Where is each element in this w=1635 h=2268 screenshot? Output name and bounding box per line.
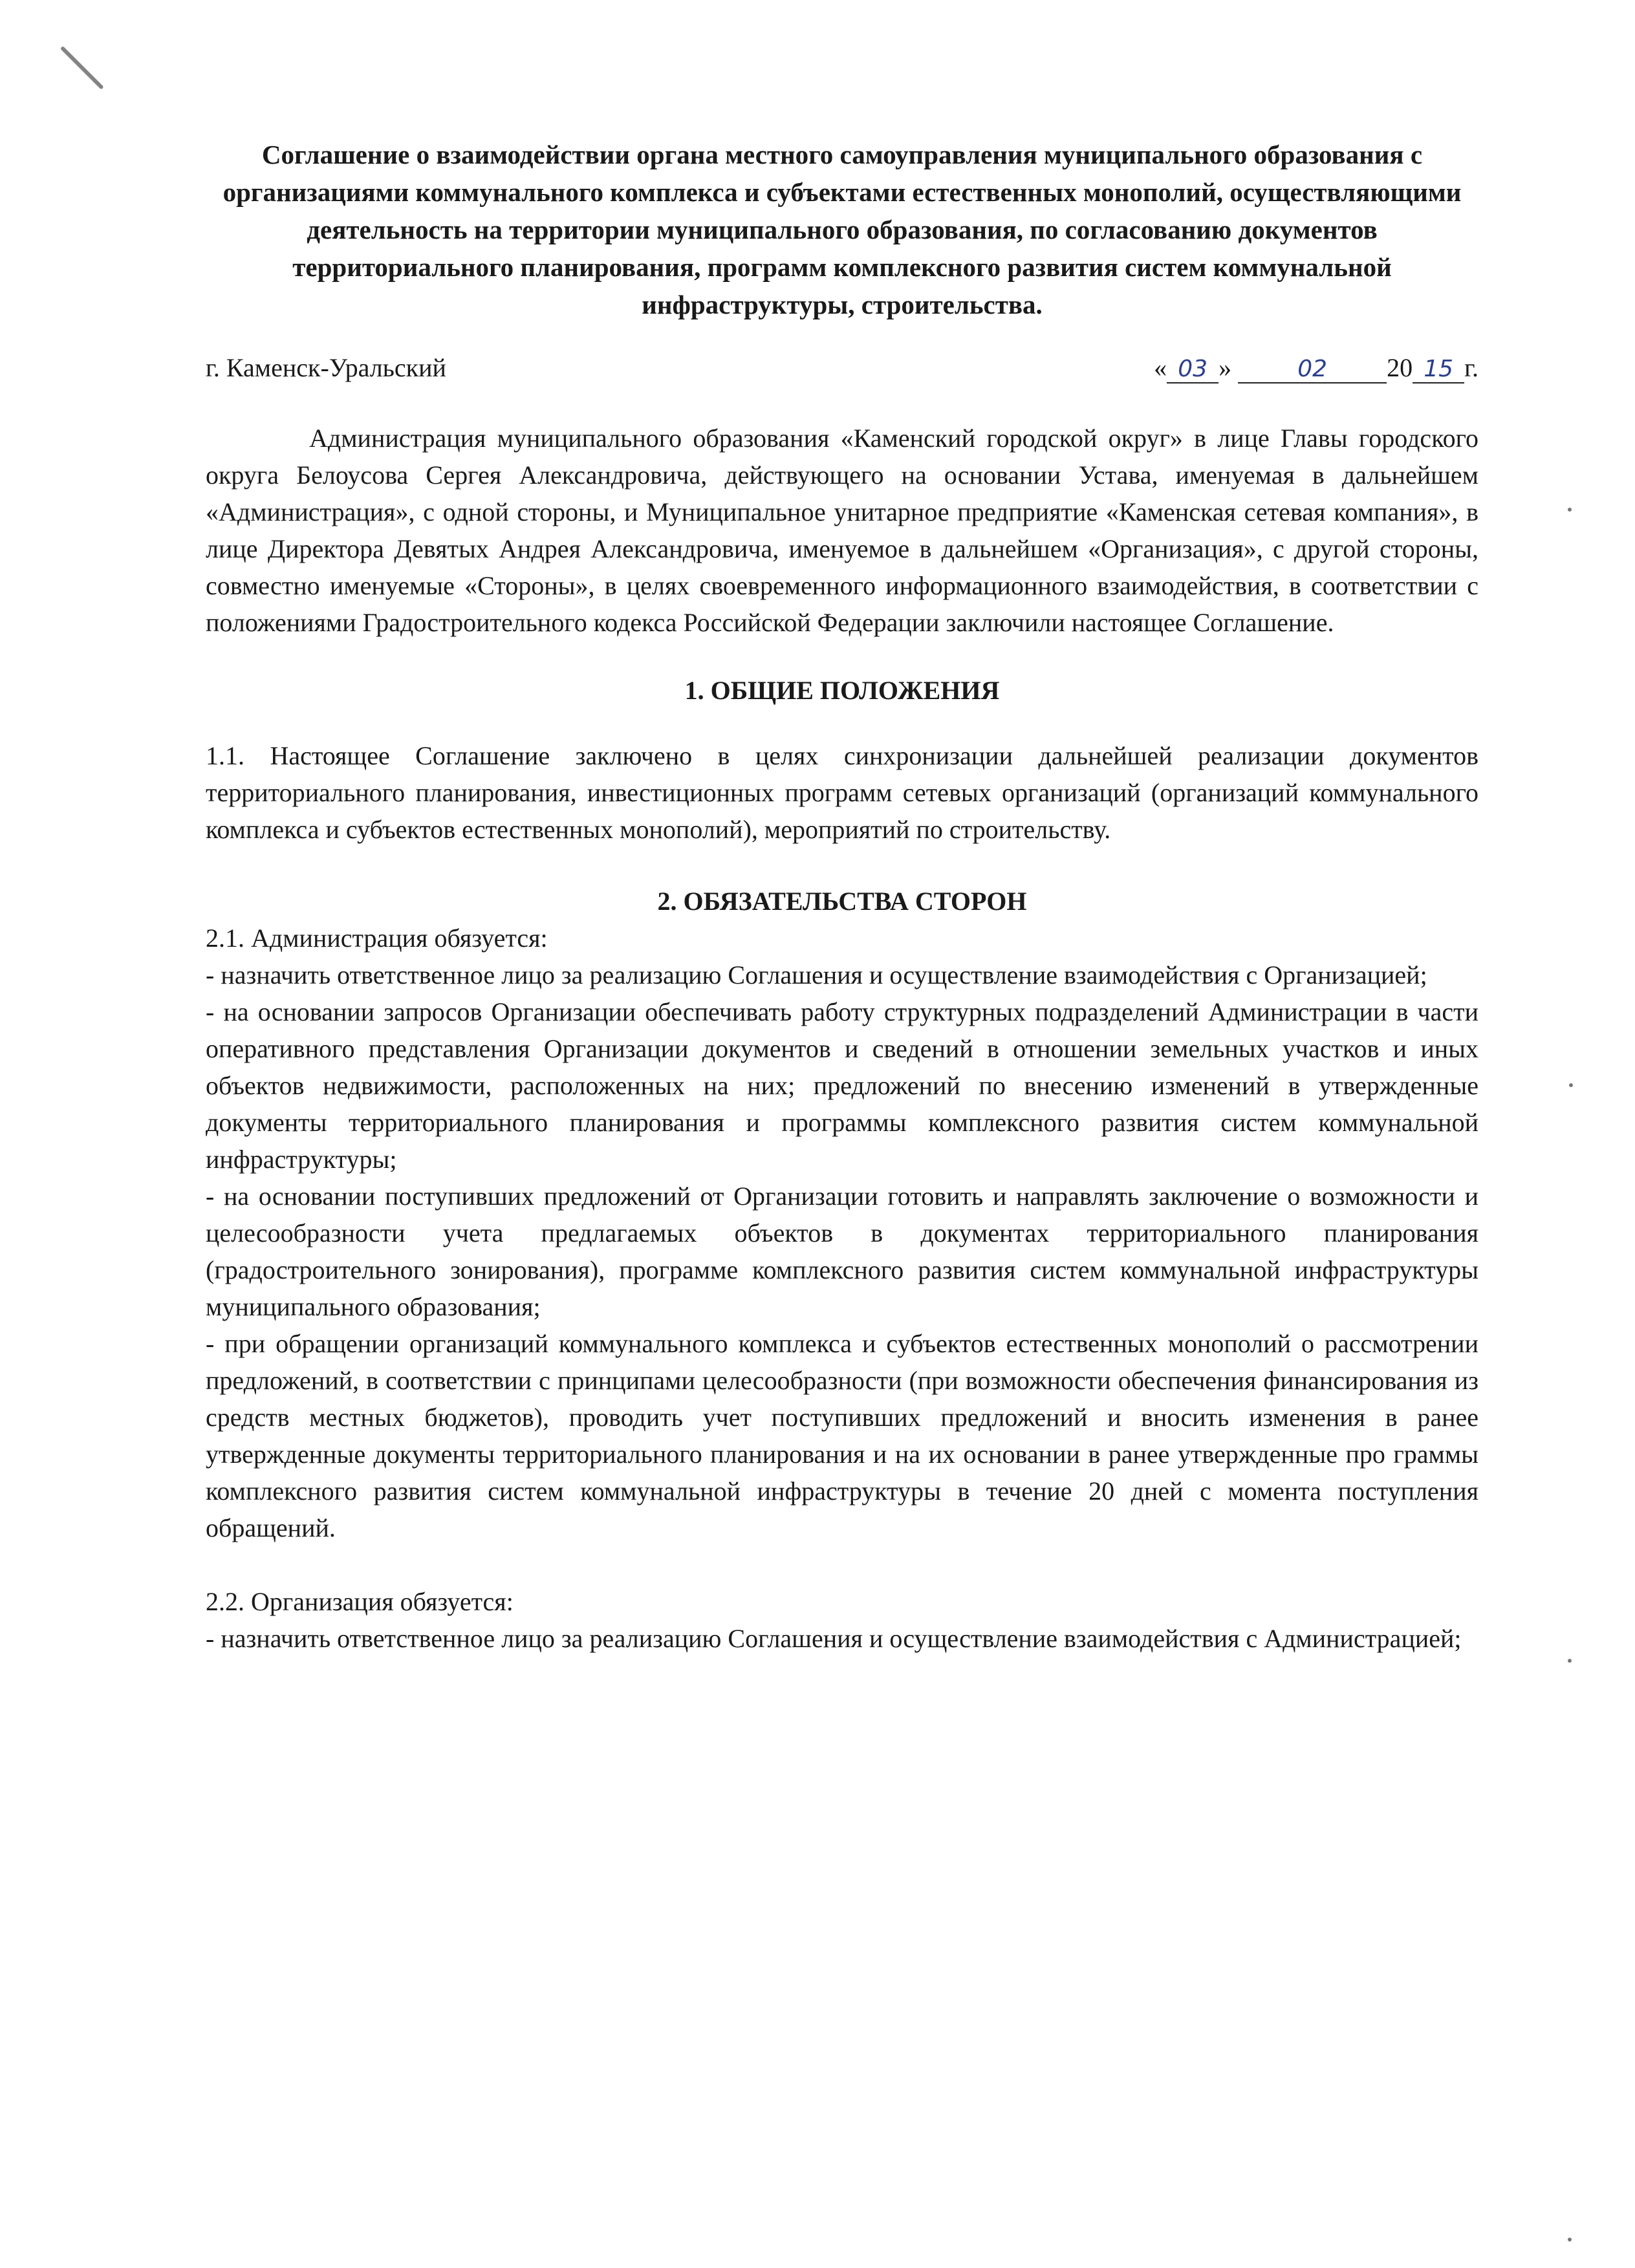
org-obligations-intro: 2.2. Организация обязуется: — [206, 1587, 514, 1616]
admin-obligation-item: - при обращении организаций коммунального комплекса и субъектов естественных монополий о рассмотрении предложений, в соответствии с принципами целесообразности (при возможности обеспечения финансирования из средств местных бюджетов), проводить учет поступивших предложений и вносить изменения в ранее утвержденные документы территориального планирования и на их основании в ранее утвержденные про граммы комплексного развития систем коммунальной инфраструктуры в течение 20 дней с момента поступления обращений. — [206, 1329, 1478, 1542]
scan-speck — [1568, 1659, 1572, 1663]
place-date-row — [206, 349, 1478, 386]
org-obligation-item: - назначить ответственное лицо за реализацию Соглашения и осуществление взаимодействия с Администрацией; — [206, 1624, 1462, 1653]
date-open-quote: « — [1154, 353, 1167, 382]
preamble-paragraph: Администрация муниципального образования «Каменский городской округ» в лице Главы городского округа Белоусова Сергея Александровича, действующего на основании Устава, именуемая в дальнейшем «Администрация», с одной стороны, и Муниципальное унитарное предприятие «Каменская сетевая компания», в лице Директора Девятых Андрея Александровича, именуемое в дальнейшем «Организация», с другой стороны, совместно именуемые «Стороны», в целях своевременного информационного взаимодействия, в соответствии с положениями Градостроительного кодекса Российской Федерации заключили настоящее Соглашение. — [206, 424, 1478, 637]
section-1-heading: 1. ОБЩИЕ ПОЛОЖЕНИЯ — [684, 676, 1000, 705]
admin-obligations-intro: 2.1. Администрация обязуется: — [206, 923, 548, 953]
section-1-paragraph: 1.1. Настоящее Соглашение заключено в целях синхронизации дальнейшей реализации документов территориального планирования, инвестиционных программ сетевых организаций (организаций коммунального комплекса и субъектов естественных монополий), мероприятий по строительству. — [206, 741, 1478, 844]
date-close-quote: » — [1218, 353, 1232, 382]
date-year-prefix: 20 — [1387, 353, 1413, 382]
section-2-heading: 2. ОБЯЗАТЕЛЬСТВА СТОРОН — [657, 887, 1027, 916]
agreement-date — [1154, 349, 1478, 386]
scan-speck — [1569, 1083, 1573, 1087]
admin-obligation-item: - на основании запросов Организации обеспечивать работу структурных подразделений Администрации в части оперативного представления Организации документов и сведений в отношении земельных участков и иных объектов недвижимости, расположенных на них; предложений по внесению изменений в утвержденные документы территориального планирования и программы комплексного развития систем коммунальной инфраструктуры; — [206, 997, 1478, 1174]
document-title: Соглашение о взаимодействии органа местного самоуправления муниципального образования с организациями коммунального комплекса и субъектами естественных монополий, осуществляющими деятельность на территории муниципального образования, по согласованию документов территориального планирования, программ комплексного развития систем коммунальной инфраструктуры, строительства. — [222, 140, 1462, 319]
date-month: 02 — [1238, 356, 1387, 383]
date-day: 03 — [1167, 356, 1218, 383]
scan-speck — [1568, 508, 1572, 512]
admin-obligation-item: - на основании поступивших предложений от Организации готовить и направлять заключение о возможности и целесообразности учета предлагаемых объектов в документах территориального планирования (градостроительного зонирования), программе комплексного развития систем коммунальной инфраструктуры муниципального образования; — [206, 1182, 1478, 1321]
scan-mark — [60, 46, 104, 90]
admin-obligation-item: - назначить ответственное лицо за реализацию Соглашения и осуществление взаимодействия с Организацией; — [206, 960, 1427, 989]
document-page — [206, 136, 1478, 1657]
date-g: г. — [1464, 353, 1478, 382]
scan-speck — [1568, 2238, 1572, 2241]
place: г. Каменск-Уральский — [206, 353, 446, 382]
spacer — [206, 1546, 1478, 1583]
date-year-suffix: 15 — [1413, 356, 1464, 383]
